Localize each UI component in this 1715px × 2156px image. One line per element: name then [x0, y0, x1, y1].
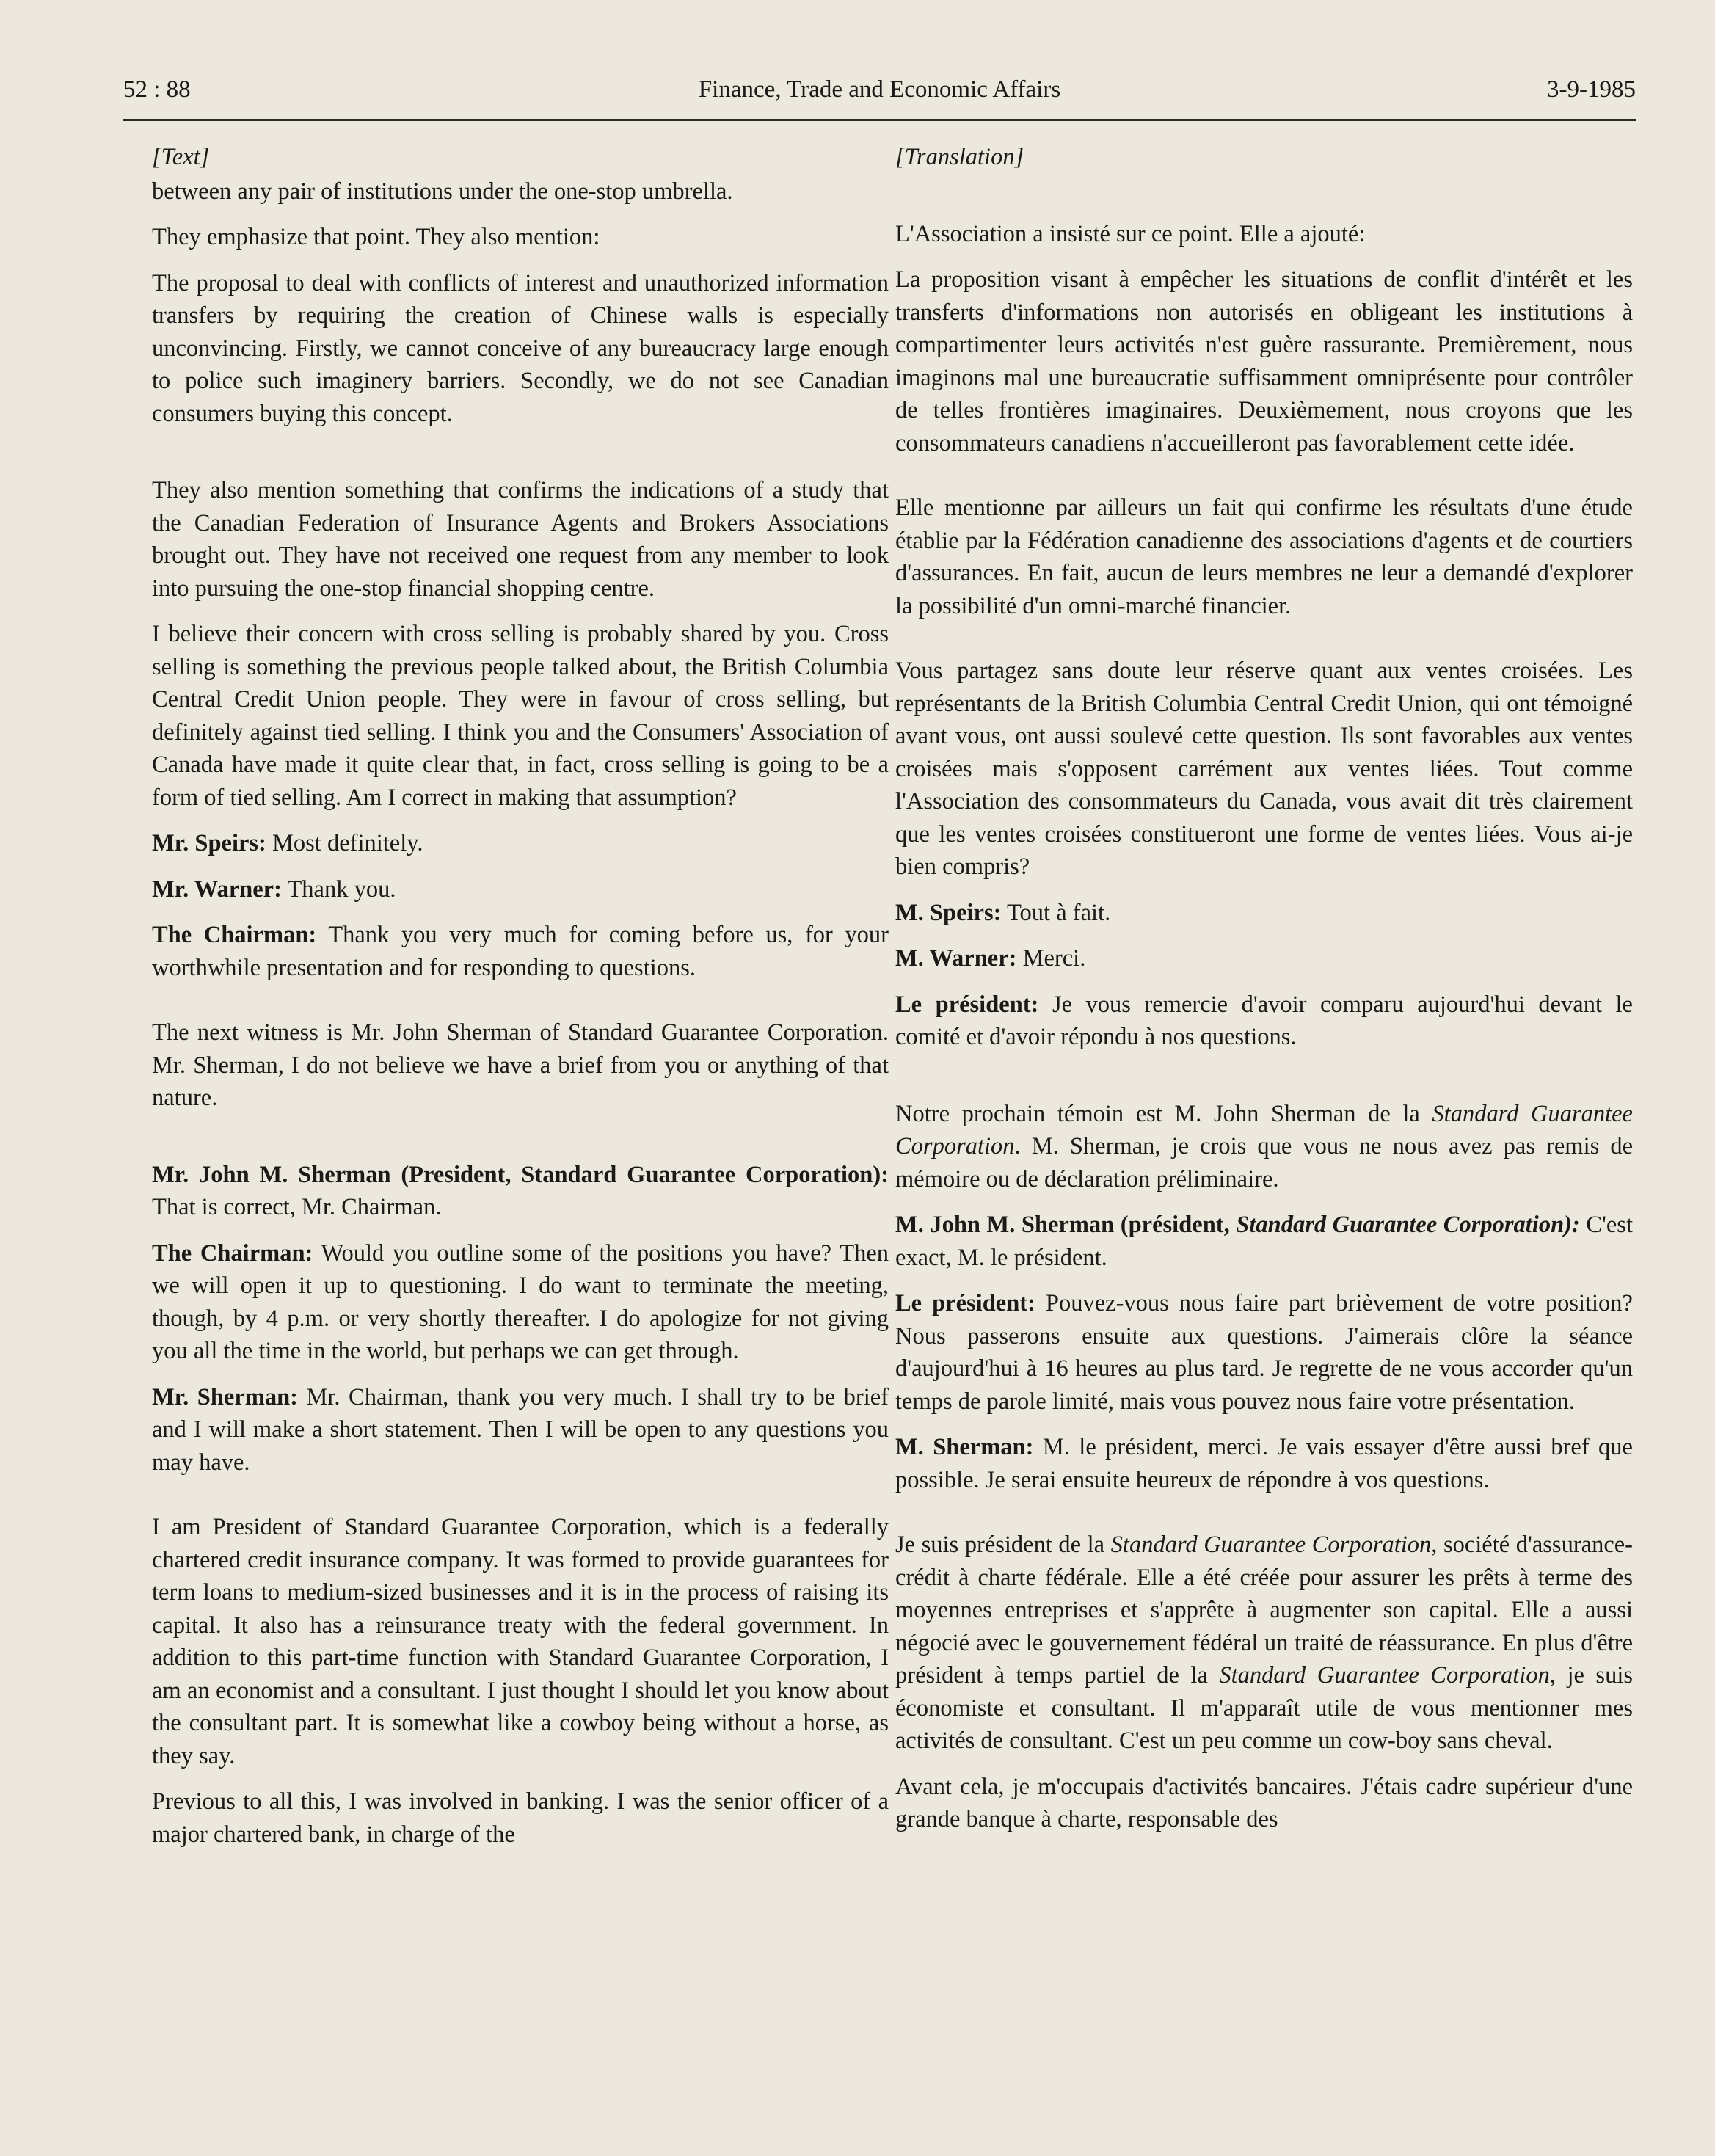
speech — [895, 942, 1633, 975]
paragraph: between any pair of institutions under the one-stop umbrella. — [152, 178, 733, 205]
paragraph: The next witness is Mr. John Sherman of Standard Guarantee Corporation. Mr. Sherman, I do not believe we have a brief from you or anything of that nature. — [152, 1019, 889, 1111]
paragraph: L'Association a insisté sur ce point. Elle a ajouté: — [895, 220, 1366, 247]
speaker-name: The Chairman: — [152, 1239, 313, 1267]
paragraph — [895, 1529, 1633, 1758]
speech-text: Pouvez-vous nous faire part brièvement de votre position? Nous passerons ensuite aux questions. J'aimerais clôre la séance d'aujourd'hui à 16 heures au plus tard. Je regrette de ne vous accorder qu'un temps de parole limité, mais vous pouvez nous faire votre présentation. — [895, 1290, 1633, 1415]
speaker-name: The Chairman: — [152, 922, 317, 948]
speaker-name: M. Sherman: — [895, 1434, 1034, 1460]
company-name: Standard Guarantee Corporation — [1219, 1662, 1550, 1689]
speech-text: Thank you very much for coming before us, for your worthwhile presentation and for responding to questions. — [152, 922, 889, 981]
speech — [895, 1431, 1633, 1496]
paragraph: I believe their concern with cross selling is probably shared by you. Cross selling is something the previous people talked about, the British Columbia Central Credit Union people. They were in favour of cross selling, but definitely against tied selling. I think you and the Consumers' Association of Canada have made it quite clear that, in fact, cross selling is going to be a form of tied selling. Am I correct in making that assumption? — [152, 621, 889, 811]
speaker-name: M. Speirs: — [895, 899, 1002, 926]
text-run: , je suis économiste et consultant. Il m'apparaît utile de vous mentionner mes activités de consultant. C'est un peu comme un cow-boy sans cheval. — [895, 1662, 1633, 1754]
paragraph: Vous partagez sans doute leur réserve quant aux ventes croisées. Les représentants de la British Columbia Central Credit Union, qui ont témoigné avant vous, ont aussi soulevé cette question. Ils sont favorables aux ventes croisées mais s'opposent carrément aux ventes liées. Tout comme l'Association des consommateurs du Canada, vous avait dit très clairement que les ventes croisées constitueront une forme de ventes liées. Vous ai-je bien compris? — [895, 658, 1633, 880]
speaker-name: Le président: — [895, 991, 1039, 1018]
speech-text: Would you outline some of the positions you have? Then we will open it up to questioning. I do want to terminate the meeting, though, by 4 p.m. or very shortly thereafter. I do apologize for not giving you all the time in the world, but perhaps we can get through. — [152, 1239, 889, 1364]
speech — [152, 919, 889, 984]
running-title: Finance, Trade and Economic Affairs — [698, 76, 1061, 103]
speech — [152, 873, 889, 906]
speech — [152, 1237, 889, 1368]
speaker-name: Mr. Sherman: — [152, 1383, 298, 1410]
lang-tag-text: [Text] — [152, 144, 210, 170]
speaker-name: M. Warner: — [895, 945, 1017, 972]
page-header — [123, 76, 1636, 121]
paragraph: They emphasize that point. They also mention: — [152, 224, 600, 250]
speech-text: That is correct, Mr. Chairman. — [152, 1194, 442, 1220]
speech-text: Tout à fait. — [1001, 899, 1111, 926]
speech-text: M. le président, merci. Je vais essayer d'être aussi bref que possible. Je serai ensuite heureux de répondre à vos questions. — [895, 1434, 1633, 1493]
text-run: , société d'assurance-crédit à charte fédérale. Elle a été créée pour assurer les prêts à terme des moyennes entreprises et s'apprête à augmenter son capital. Elle a aussi négocié avec le gouvernement fédéral un traité de réassurance. En plus d'être président à temps partiel de la — [895, 1532, 1633, 1689]
text-run: . M. Sherman, je crois que vous ne nous avez pas remis de mémoire ou de déclaration préliminaire. — [895, 1133, 1633, 1192]
page-number: 52 : 88 — [123, 76, 191, 103]
french-column — [895, 141, 1633, 1849]
company-name: Standard Guarantee Corporation — [895, 1100, 1633, 1159]
paragraph: I am President of Standard Guarantee Corporation, which is a federally chartered credit insurance company. It was formed to provide guarantees for term loans to medium-sized businesses and it is in the process of raising its capital. It also has a reinsurance treaty with the federal government. In addition to this part-time function with Standard Guarantee Corporation, I am an economist and a consultant. I just thought I should let you know about the consultant part. It is somewhat like a cowboy being without a horse, as they say. — [152, 1514, 889, 1769]
speech-text: Merci. — [1016, 945, 1086, 972]
speaker-name: M. John M. Sherman (président, — [895, 1212, 1237, 1238]
speech — [895, 988, 1633, 1054]
speech — [152, 1159, 889, 1224]
paragraph: They also mention something that confirms the indications of a study that the Canadian Federation of Insurance Agents and Brokers Associations brought out. They have not received one request from any member to look into pursuing the one-stop financial shopping centre. — [152, 477, 889, 602]
speech-text: C'est exact, M. le président. — [895, 1212, 1633, 1271]
paragraph: Elle mentionne par ailleurs un fait qui confirme les résultats d'une étude établie par la Fédération canadienne des associations d'agents et de courtiers d'assurances. En fait, aucun de leurs membres ne leur a demandé d'explorer la possibilité d'un omni-marché financier. — [895, 495, 1633, 619]
speech — [895, 897, 1633, 930]
text-run: Je suis président de la — [895, 1532, 1111, 1558]
speech — [152, 1381, 889, 1479]
speech — [152, 827, 889, 860]
paragraph: Previous to all this, I was involved in banking. I was the senior officer of a major chartered bank, in charge of the — [152, 1788, 889, 1848]
speaker-name: Mr. Speirs: — [152, 830, 266, 856]
quoted-paragraph: The proposal to deal with conflicts of interest and unauthorized information transfers by requiring the creation of Chinese walls is especially unconvincing. Firstly, we cannot conceive of any bureaucracy large enough to police such imaginery barriers. Secondly, we do not see Canadian consumers buying this concept. — [152, 269, 889, 427]
speech-text: Thank you. — [281, 875, 396, 903]
lang-tag-text: [Translation] — [895, 144, 1024, 170]
page-date: 3-9-1985 — [1547, 76, 1636, 103]
speaker-affiliation: Standard Guarantee Corporation): — [1236, 1212, 1580, 1238]
company-name: Standard Guarantee Corporation — [1110, 1532, 1432, 1558]
english-column — [152, 141, 889, 1864]
paragraph: Avant cela, je m'occupais d'activités bancaires. J'étais cadre supérieur d'une grande banque à charte, responsable des — [895, 1773, 1633, 1832]
speaker-name: Mr. John M. Sherman (President, Standard Guarantee Corporation): — [152, 1161, 889, 1188]
paragraph — [895, 1098, 1633, 1196]
speech-text: Mr. Chairman, thank you very much. I shall try to be brief and I will make a short statement. Then I will be open to any questions you may have. — [152, 1383, 889, 1476]
speech — [895, 1209, 1633, 1274]
speaker-name: Mr. Warner: — [152, 875, 282, 903]
text-run: Notre prochain témoin est M. John Sherman de la — [895, 1100, 1432, 1127]
speech-text: Most definitely. — [266, 830, 423, 856]
speech — [895, 1287, 1633, 1418]
speech-text: Je vous remercie d'avoir comparu aujourd'hui devant le comité et d'avoir répondu à nos questions. — [895, 991, 1633, 1050]
speaker-name: Le président: — [895, 1290, 1035, 1316]
quoted-paragraph: La proposition visant à empêcher les situations de conflit d'intérêt et les transferts d'informations non autorisés en obligeant les institutions à compartimenter leurs activités n'est guère rassurante. Premièrement, nous imaginons mal une bureaucratie suffisamment omniprésente pour contrôler de telles frontières imaginaires. Deuxièmement, nous croyons que les consommateurs canadiens n'accueilleront pas favorablement cette idée. — [895, 266, 1633, 456]
